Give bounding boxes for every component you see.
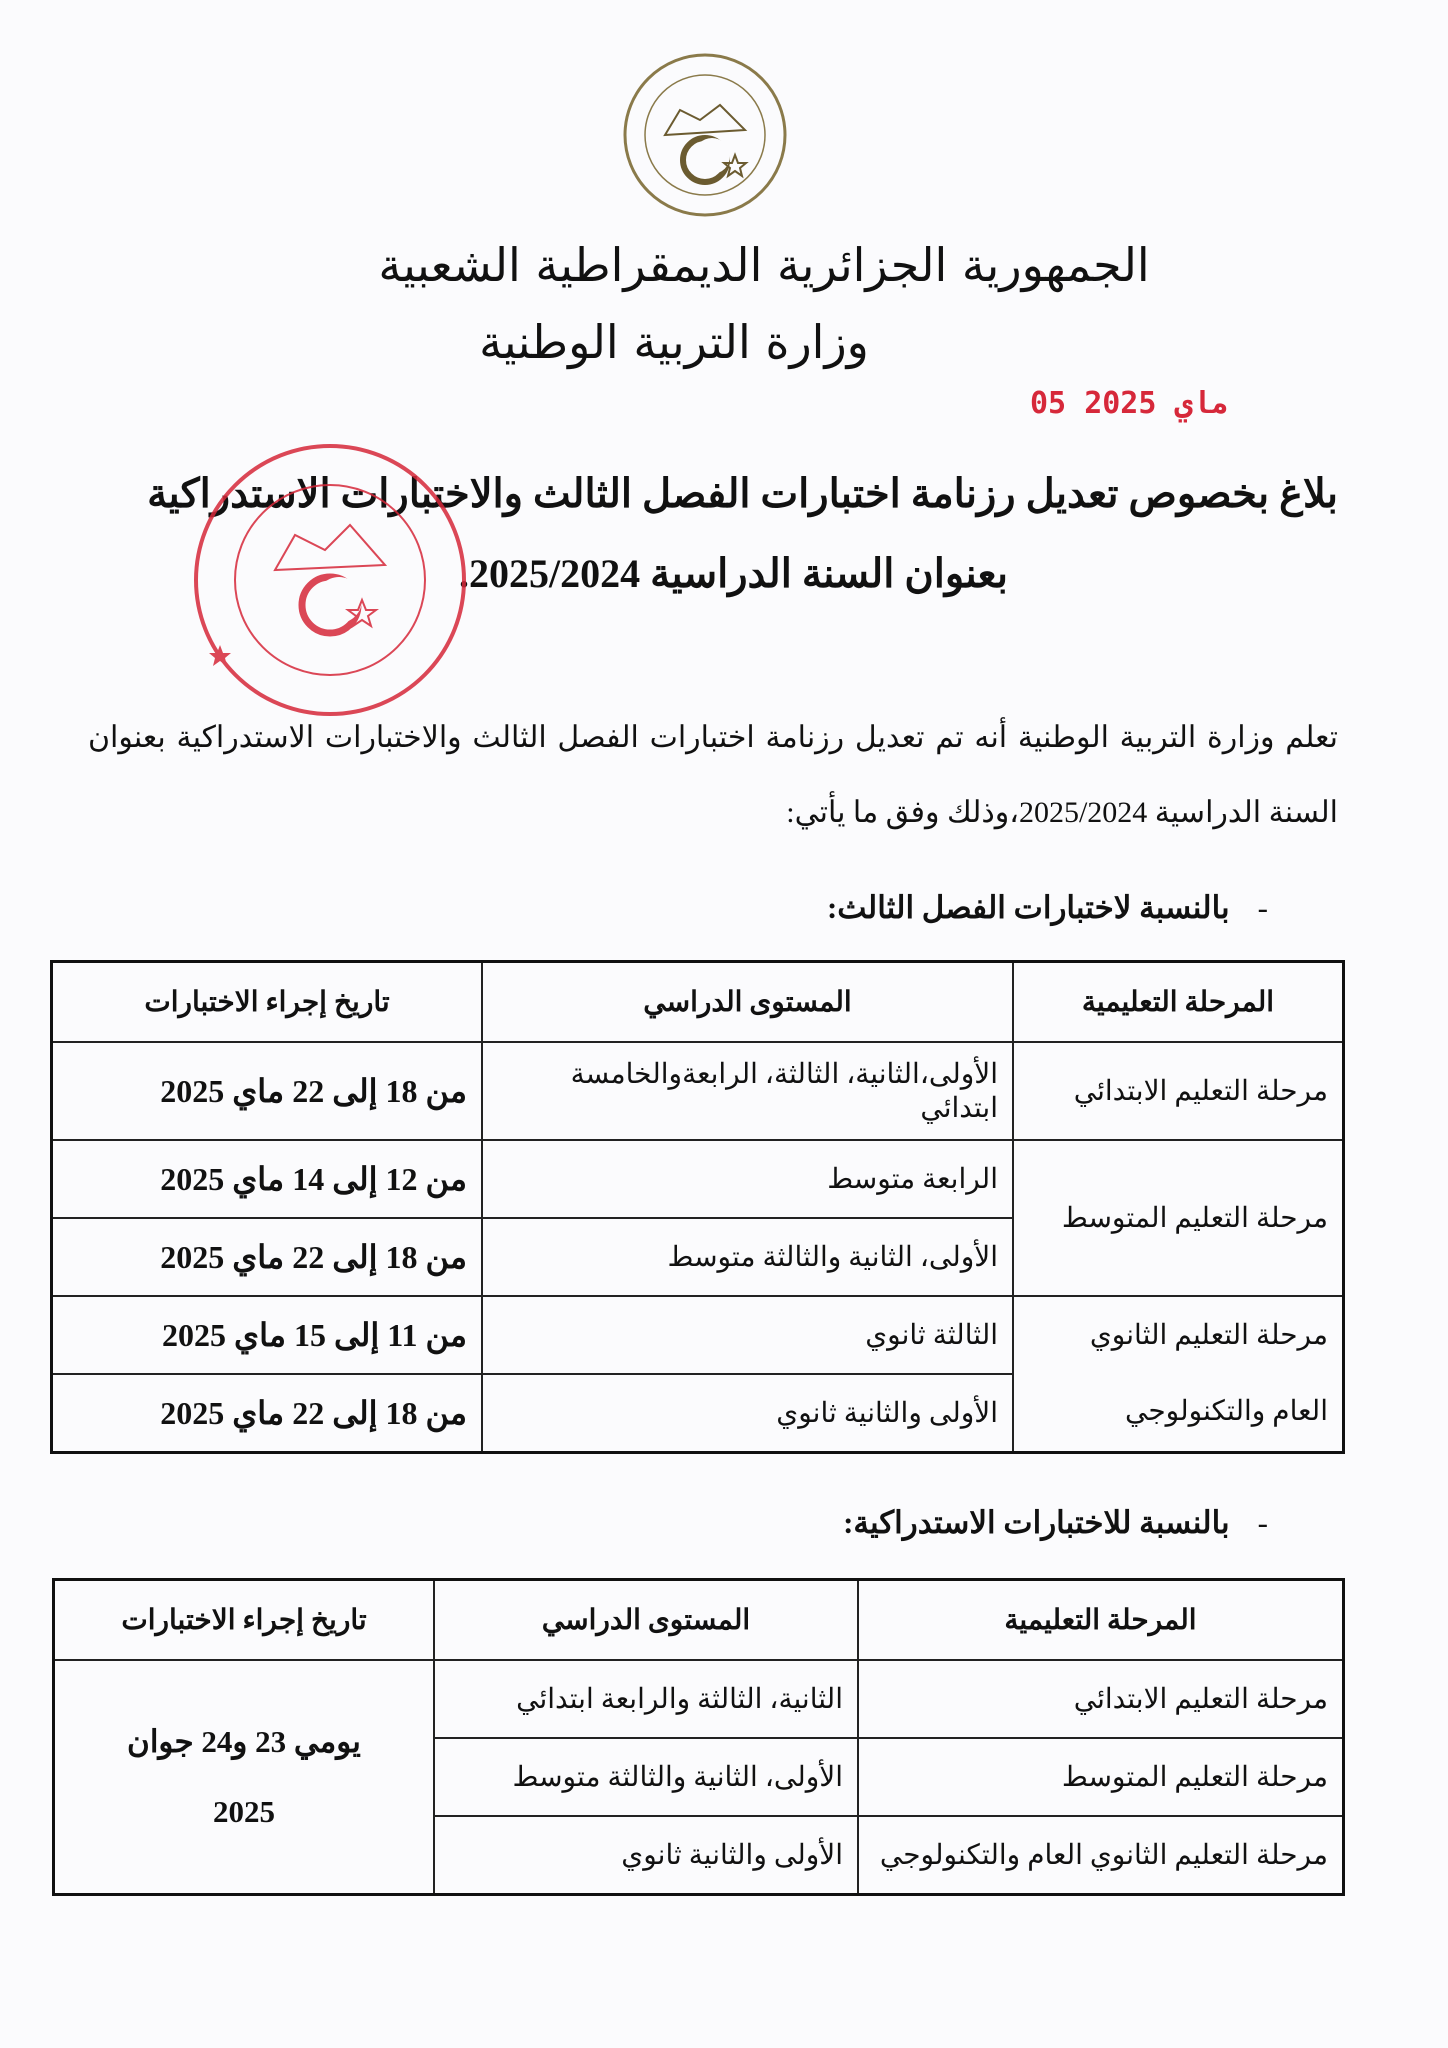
section1-heading-text: بالنسبة لاختبارات الفصل الثالث:	[826, 890, 1230, 925]
header-stage: المرحلة التعليمية	[1013, 962, 1344, 1043]
level-cell: الأولى والثانية ثانوي	[434, 1816, 858, 1895]
header-level: المستوى الدراسي	[434, 1580, 858, 1661]
stage-cell: مرحلة التعليم المتوسط	[858, 1738, 1344, 1816]
header-stage: المرحلة التعليمية	[858, 1580, 1344, 1661]
national-emblem-seal	[620, 50, 790, 220]
level-cell: الثانية، الثالثة والرابعة ابتدائي	[434, 1660, 858, 1738]
date-cell: من 12 إلى 14 ماي 2025	[52, 1140, 483, 1218]
table-header-row	[54, 1580, 1344, 1661]
table-header-row	[52, 962, 1344, 1043]
header-date: تاريخ إجراء الاختبارات	[54, 1580, 435, 1661]
header-level: المستوى الدراسي	[482, 962, 1013, 1043]
third-term-exams-table	[50, 960, 1345, 1454]
stage-cell: مرحلة التعليم المتوسط	[1013, 1140, 1344, 1296]
level-cell: الأولى والثانية ثانوي	[482, 1374, 1013, 1453]
section2-heading: -بالنسبة للاختبارات الاستدراكية:	[843, 1505, 1268, 1540]
stage-cell: مرحلة التعليم الابتدائي	[1013, 1042, 1344, 1140]
level-cell: الأولى، الثانية والثالثة متوسط	[482, 1218, 1013, 1296]
table-row	[52, 1042, 1344, 1140]
announcement-title-line2: بعنوان السنة الدراسية 2025/2024.	[458, 551, 1008, 596]
date-cell: من 18 إلى 22 ماي 2025	[52, 1042, 483, 1140]
official-red-stamp	[190, 440, 470, 720]
section1-heading: -بالنسبة لاختبارات الفصل الثالث:	[826, 890, 1268, 925]
header-date: تاريخ إجراء الاختبارات	[52, 962, 483, 1043]
makeup-date-cell: يومي 23 و24 جوان 2025	[54, 1660, 435, 1895]
table-row	[52, 1296, 1344, 1374]
level-cell: الرابعة متوسط	[482, 1140, 1013, 1218]
republic-name: الجمهورية الجزائرية الديمقراطية الشعبية	[378, 238, 1150, 292]
level-cell: الأولى،الثانية، الثالثة، الرابعةوالخامسة ابتدائي	[482, 1042, 1013, 1140]
announcement-title-line1: بلاغ بخصوص تعديل رزنامة اختبارات الفصل الثالث والاختبارات الاستدراكية	[147, 471, 1338, 516]
announcement-paragraph: تعلم وزارة التربية الوطنية أنه تم تعديل رزنامة اختبارات الفصل الثالث والاختبارات الاستدراكية بعنوان السنة الدراسية 2025/2024،وذلك وفق ما يأتي:	[88, 721, 1338, 829]
date-cell: من 18 إلى 22 ماي 2025	[52, 1218, 483, 1296]
level-cell: الثالثة ثانوي	[482, 1296, 1013, 1374]
table-row	[52, 1140, 1344, 1218]
date-stamp: 05 ماي 2025	[1030, 386, 1229, 421]
table-row	[54, 1660, 1344, 1738]
stage-cell: مرحلة التعليم الثانوي العام والتكنولوجي	[1013, 1296, 1344, 1453]
level-cell: الأولى، الثانية والثالثة متوسط	[434, 1738, 858, 1816]
date-cell: من 18 إلى 22 ماي 2025	[52, 1374, 483, 1453]
makeup-exams-table	[52, 1578, 1345, 1896]
stage-cell: مرحلة التعليم الثانوي العام والتكنولوجي	[858, 1816, 1344, 1895]
ministry-name: وزارة التربية الوطنية	[479, 315, 869, 369]
date-cell: من 11 إلى 15 ماي 2025	[52, 1296, 483, 1374]
stage-cell: مرحلة التعليم الابتدائي	[858, 1660, 1344, 1738]
section2-heading-text: بالنسبة للاختبارات الاستدراكية:	[843, 1505, 1230, 1540]
